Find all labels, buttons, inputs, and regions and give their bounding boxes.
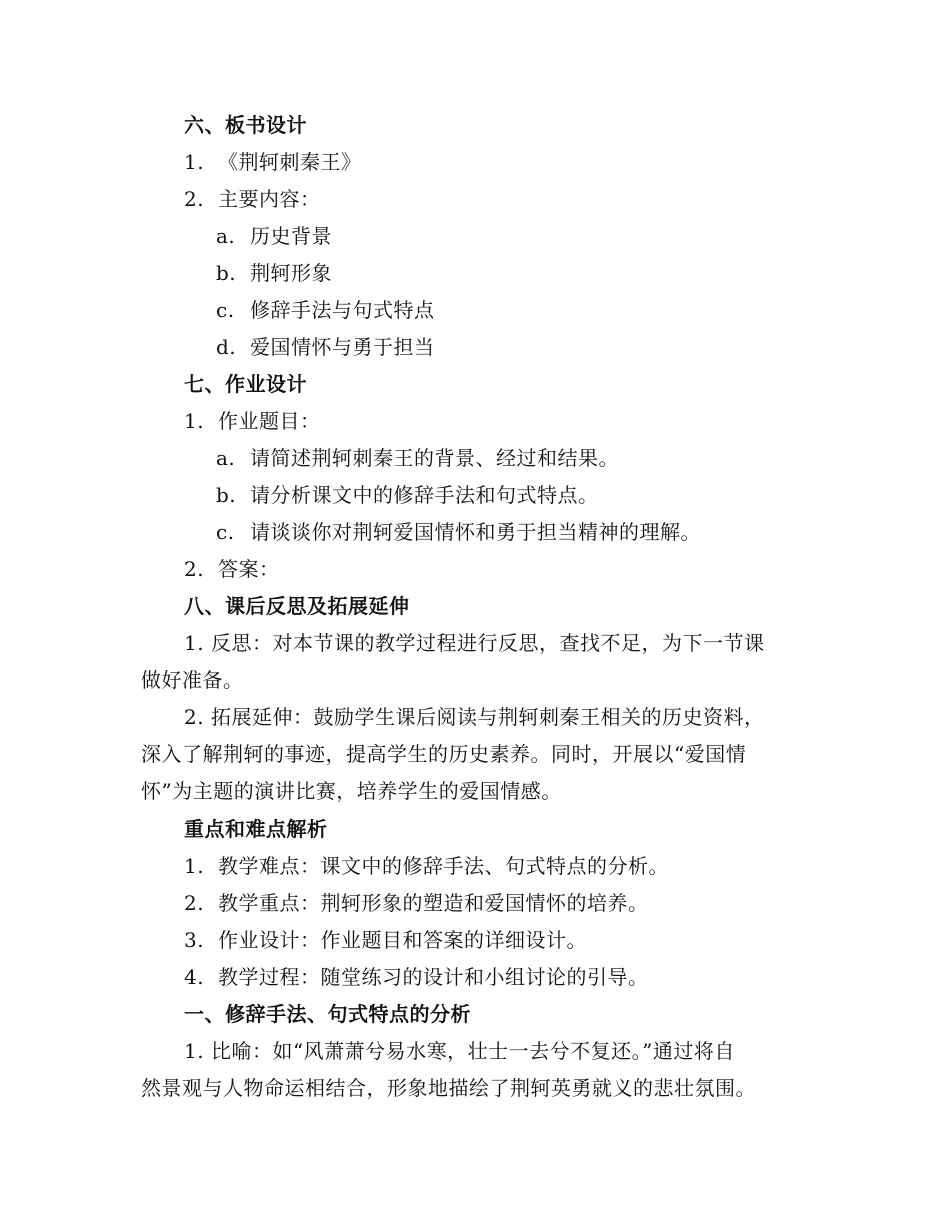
sub-list-item [216, 255, 332, 292]
list-letter: b. [216, 483, 237, 507]
list-letter: a. [216, 224, 236, 248]
list-number: 1. [184, 854, 205, 878]
section-heading-rhetoric-analysis: 一、修辞手法、句式特点的分析 [184, 1002, 471, 1026]
list-text: 答案： [218, 557, 280, 581]
list-text: 历史背景 [250, 224, 332, 248]
section-heading-key-difficult-points: 重点和难点解析 [184, 817, 328, 841]
list-text: 主要内容： [218, 187, 321, 211]
list-number: 2. [184, 187, 205, 211]
list-item [184, 922, 587, 959]
paragraph-line: 1. 比喻：如“风萧萧兮易水寒，壮士一去兮不复还。”通过将自 [184, 1039, 735, 1063]
list-text: 作业设计：作业题目和答案的详细设计。 [218, 928, 587, 952]
sub-list-item [216, 329, 435, 366]
list-text: 教学重点：荆轲形象的塑造和爱国情怀的培养。 [218, 891, 649, 915]
list-letter: a. [216, 446, 236, 470]
section-heading-reflection-extension: 八、课后反思及拓展延伸 [184, 594, 410, 618]
list-text: 请简述荆轲刺秦王的背景、经过和结果。 [250, 446, 619, 470]
list-letter: b. [216, 261, 237, 285]
list-text: 请分析课文中的修辞手法和句式特点。 [250, 483, 599, 507]
list-item [184, 144, 362, 181]
paragraph-line: 1. 反思：对本节课的教学过程进行反思，查找不足，为下一节课 [184, 631, 765, 655]
list-text: 作业题目： [218, 409, 321, 433]
list-number: 2. [184, 557, 205, 581]
sub-list-item [216, 440, 619, 477]
list-item [184, 848, 669, 885]
list-text: 荆轲形象 [250, 261, 332, 285]
paragraph-line: 深入了解荆轲的事迹，提高学生的历史素养。同时，开展以“爱国情 [141, 742, 747, 766]
list-item [184, 959, 649, 996]
list-text: 《荆轲刺秦王》 [218, 150, 362, 174]
list-number: 4. [184, 965, 205, 989]
list-text: 爱国情怀与勇于担当 [250, 335, 435, 359]
paragraph-line: 然景观与人物命运相结合，形象地描绘了荆轲英勇就义的悲壮氛围。 [141, 1076, 756, 1100]
sub-list-item [216, 218, 332, 255]
section-heading-blackboard-design: 六、板书设计 [184, 113, 307, 137]
sub-list-item [216, 514, 701, 551]
paragraph-line: 做好准备。 [141, 668, 244, 692]
list-item [184, 403, 321, 440]
list-item [184, 551, 280, 588]
section-heading-homework-design: 七、作业设计 [184, 372, 307, 396]
sub-list-item [216, 477, 599, 514]
list-item [184, 885, 649, 922]
list-number: 2. [184, 891, 205, 915]
list-letter: c. [216, 298, 235, 322]
list-text: 教学难点：课文中的修辞手法、句式特点的分析。 [218, 854, 669, 878]
list-item [184, 181, 321, 218]
list-letter: c. [216, 520, 235, 544]
list-number: 1. [184, 150, 205, 174]
list-number: 3. [184, 928, 205, 952]
paragraph-line: 怀”为主题的演讲比赛，培养学生的爱国情感。 [141, 779, 562, 803]
paragraph-line: 2. 拓展延伸：鼓励学生课后阅读与荆轲刺秦王相关的历史资料， [184, 705, 765, 729]
list-text: 请谈谈你对荆轲爱国情怀和勇于担当精神的理解。 [250, 520, 701, 544]
list-text: 教学过程：随堂练习的设计和小组讨论的引导。 [218, 965, 649, 989]
list-letter: d. [216, 335, 237, 359]
sub-list-item [216, 292, 435, 329]
list-text: 修辞手法与句式特点 [250, 298, 435, 322]
list-number: 1. [184, 409, 205, 433]
